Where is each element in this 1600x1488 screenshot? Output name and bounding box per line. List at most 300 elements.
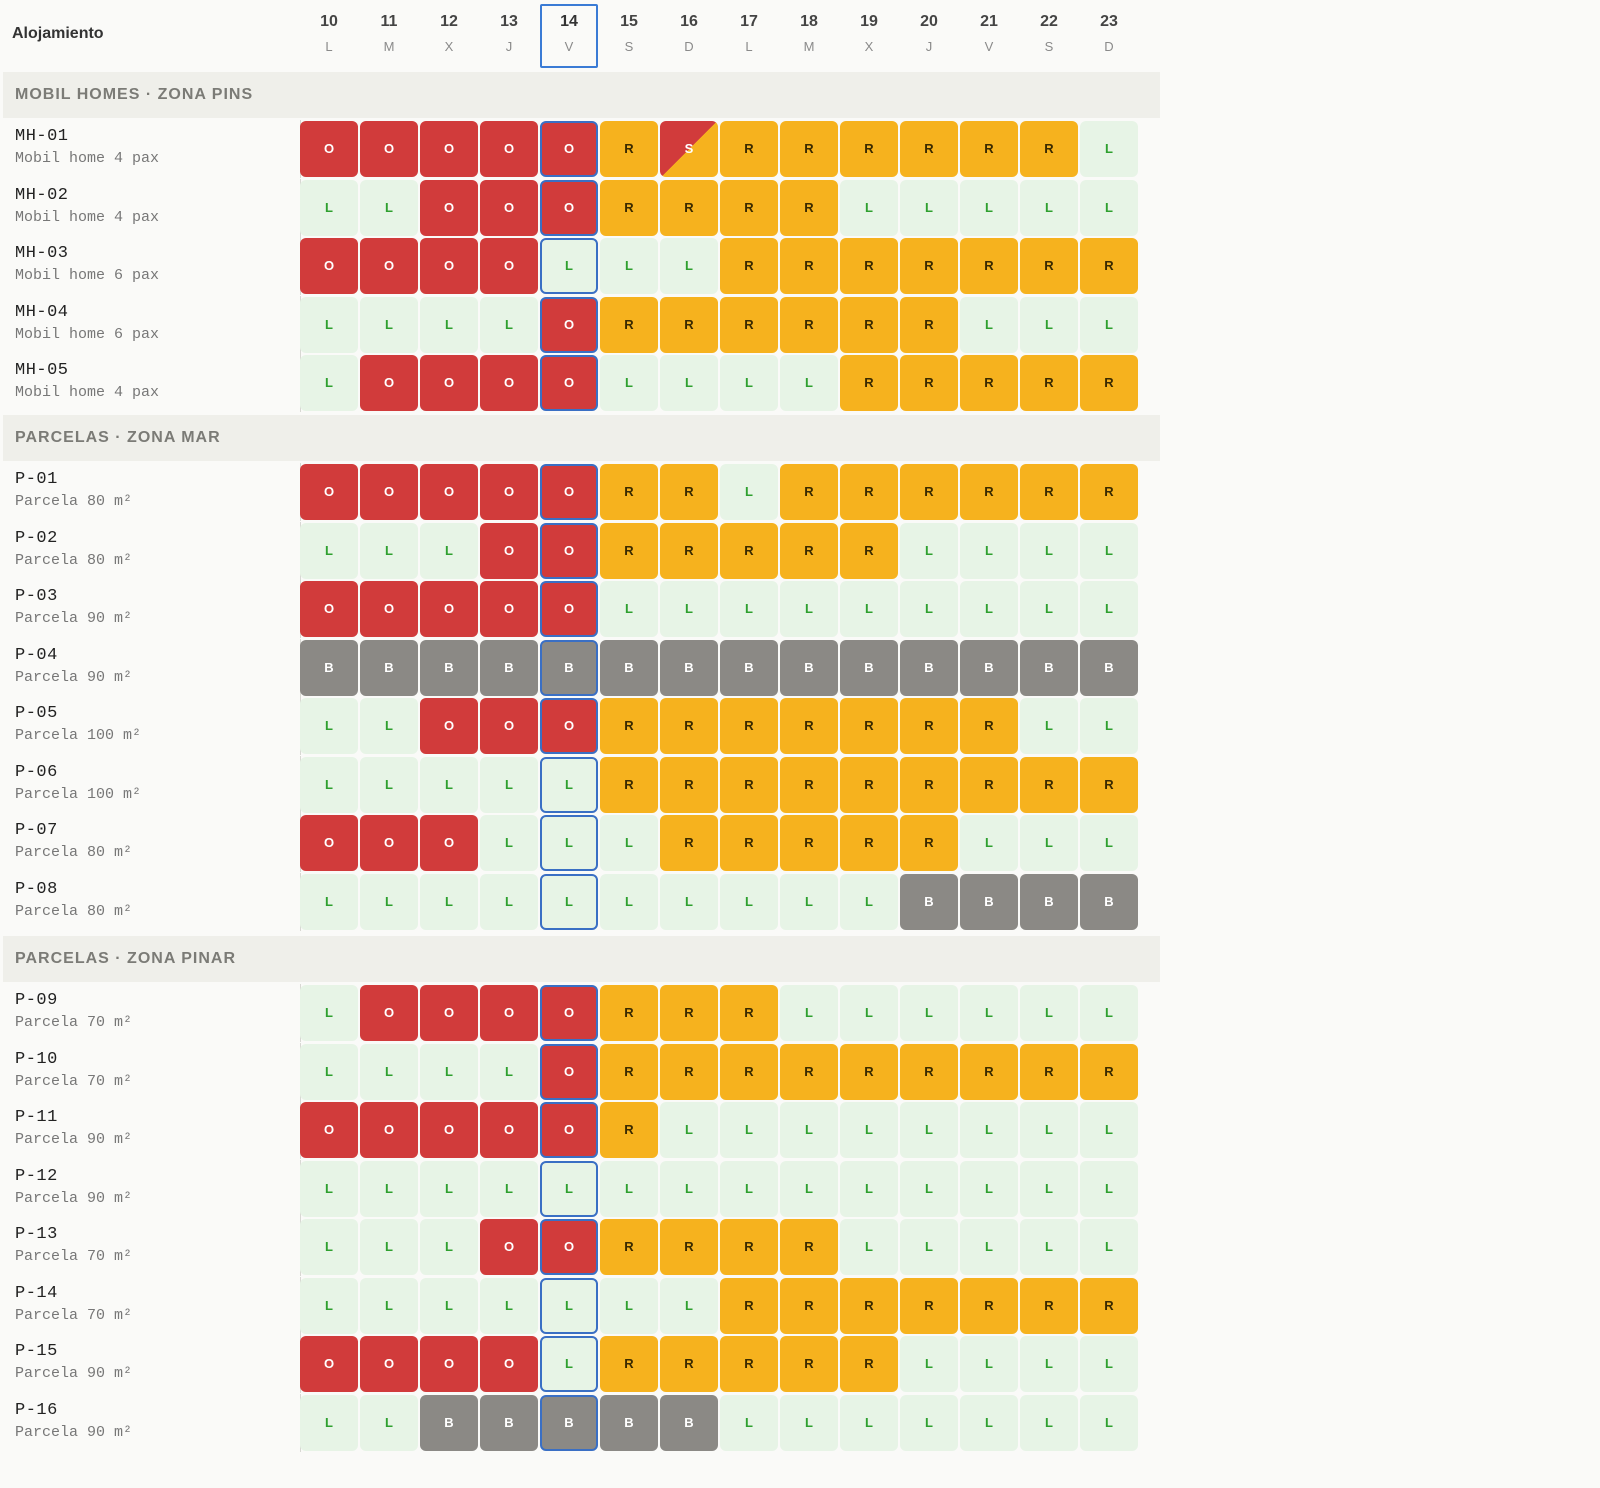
booking-cell-p-16-day-13[interactable]: B [480,1395,538,1451]
booking-cell-mh-02-day-14[interactable]: O [540,180,598,236]
booking-cell-p-11-day-17[interactable]: L [720,1102,778,1158]
booking-cell-p-03-day-22[interactable]: L [1020,581,1078,637]
booking-cell-p-10-day-23[interactable]: R [1080,1044,1138,1100]
day-header-12[interactable] [420,4,478,68]
booking-cell-p-15-day-21[interactable]: L [960,1336,1018,1392]
booking-cell-p-09-day-18[interactable]: L [780,985,838,1041]
day-header-10[interactable] [300,4,358,68]
booking-cell-mh-05-day-14[interactable]: O [540,355,598,411]
booking-cell-p-06-day-21[interactable]: R [960,757,1018,813]
booking-cell-p-09-day-17[interactable]: R [720,985,778,1041]
booking-cell-p-16-day-23[interactable]: L [1080,1395,1138,1451]
booking-cell-p-03-day-10[interactable]: O [300,581,358,637]
booking-cell-mh-02-day-15[interactable]: R [600,180,658,236]
booking-cell-mh-02-day-13[interactable]: O [480,180,538,236]
booking-cell-mh-05-day-19[interactable]: R [840,355,898,411]
booking-cell-p-10-day-12[interactable]: L [420,1044,478,1100]
booking-cell-mh-02-day-19[interactable]: L [840,180,898,236]
booking-cell-p-16-day-14[interactable]: B [540,1395,598,1451]
unit-code[interactable]: P-15 [15,1342,58,1361]
booking-cell-p-16-day-16[interactable]: B [660,1395,718,1451]
booking-cell-p-07-day-19[interactable]: R [840,815,898,871]
booking-cell-mh-04-day-14[interactable]: O [540,297,598,353]
booking-cell-p-02-day-19[interactable]: R [840,523,898,579]
booking-cell-mh-01-day-18[interactable]: R [780,121,838,177]
booking-cell-p-10-day-11[interactable]: L [360,1044,418,1100]
booking-cell-p-05-day-17[interactable]: R [720,698,778,754]
booking-cell-p-13-day-22[interactable]: L [1020,1219,1078,1275]
booking-cell-p-09-day-15[interactable]: R [600,985,658,1041]
booking-cell-p-08-day-21[interactable]: B [960,874,1018,930]
booking-cell-mh-02-day-20[interactable]: L [900,180,958,236]
unit-code[interactable]: P-06 [15,762,58,782]
booking-cell-p-04-day-21[interactable]: B [960,640,1018,696]
booking-cell-p-06-day-17[interactable]: R [720,757,778,813]
booking-cell-mh-02-day-17[interactable]: R [720,180,778,236]
booking-cell-p-06-day-11[interactable]: L [360,757,418,813]
booking-cell-mh-04-day-13[interactable]: L [480,297,538,353]
booking-cell-p-12-day-21[interactable]: L [960,1161,1018,1217]
booking-cell-p-15-day-20[interactable]: L [900,1336,958,1392]
booking-cell-mh-01-day-14[interactable]: O [540,121,598,177]
booking-cell-p-03-day-21[interactable]: L [960,581,1018,637]
booking-cell-mh-01-day-23[interactable]: L [1080,121,1138,177]
booking-cell-p-16-day-10[interactable]: L [300,1395,358,1451]
booking-cell-mh-05-day-13[interactable]: O [480,355,538,411]
booking-cell-p-01-day-20[interactable]: R [900,464,958,520]
unit-code[interactable]: MH-04 [15,302,69,322]
booking-cell-mh-03-day-20[interactable]: R [900,238,958,294]
unit-code[interactable]: P-08 [15,879,58,899]
booking-cell-p-04-day-10[interactable]: B [300,640,358,696]
booking-cell-p-05-day-11[interactable]: L [360,698,418,754]
booking-cell-p-04-day-17[interactable]: B [720,640,778,696]
booking-cell-p-11-day-19[interactable]: L [840,1102,898,1158]
booking-cell-p-02-day-11[interactable]: L [360,523,418,579]
booking-cell-p-01-day-21[interactable]: R [960,464,1018,520]
booking-cell-p-09-day-19[interactable]: L [840,985,898,1041]
booking-cell-p-08-day-18[interactable]: L [780,874,838,930]
booking-cell-p-02-day-10[interactable]: L [300,523,358,579]
booking-cell-p-13-day-10[interactable]: L [300,1219,358,1275]
booking-cell-p-03-day-13[interactable]: O [480,581,538,637]
booking-cell-p-06-day-15[interactable]: R [600,757,658,813]
booking-cell-p-15-day-15[interactable]: R [600,1336,658,1392]
booking-cell-mh-05-day-23[interactable]: R [1080,355,1138,411]
booking-cell-p-09-day-20[interactable]: L [900,985,958,1041]
booking-cell-p-13-day-17[interactable]: R [720,1219,778,1275]
booking-cell-p-10-day-13[interactable]: L [480,1044,538,1100]
booking-cell-p-07-day-18[interactable]: R [780,815,838,871]
booking-cell-p-04-day-18[interactable]: B [780,640,838,696]
booking-cell-p-11-day-14[interactable]: O [540,1102,598,1158]
booking-cell-p-04-day-23[interactable]: B [1080,640,1138,696]
booking-cell-p-07-day-17[interactable]: R [720,815,778,871]
booking-cell-p-07-day-14[interactable]: L [540,815,598,871]
booking-cell-p-11-day-12[interactable]: O [420,1102,478,1158]
booking-cell-mh-05-day-18[interactable]: L [780,355,838,411]
booking-cell-mh-04-day-19[interactable]: R [840,297,898,353]
booking-cell-p-03-day-23[interactable]: L [1080,581,1138,637]
day-header-13[interactable] [480,4,538,68]
booking-cell-p-12-day-23[interactable]: L [1080,1161,1138,1217]
booking-cell-p-07-day-10[interactable]: O [300,815,358,871]
booking-cell-p-10-day-22[interactable]: R [1020,1044,1078,1100]
booking-cell-p-08-day-13[interactable]: L [480,874,538,930]
booking-cell-mh-01-day-19[interactable]: R [840,121,898,177]
booking-cell-p-07-day-22[interactable]: L [1020,815,1078,871]
booking-cell-p-16-day-20[interactable]: L [900,1395,958,1451]
booking-cell-mh-04-day-18[interactable]: R [780,297,838,353]
booking-cell-p-02-day-15[interactable]: R [600,523,658,579]
booking-cell-p-04-day-14[interactable]: B [540,640,598,696]
booking-cell-mh-03-day-18[interactable]: R [780,238,838,294]
booking-cell-mh-01-day-20[interactable]: R [900,121,958,177]
booking-cell-p-11-day-16[interactable]: L [660,1102,718,1158]
booking-cell-p-14-day-15[interactable]: L [600,1278,658,1334]
booking-cell-p-12-day-14[interactable]: L [540,1161,598,1217]
booking-cell-p-15-day-16[interactable]: R [660,1336,718,1392]
booking-cell-mh-03-day-16[interactable]: L [660,238,718,294]
booking-cell-mh-05-day-21[interactable]: R [960,355,1018,411]
unit-code[interactable]: P-13 [15,1225,58,1244]
booking-cell-p-06-day-16[interactable]: R [660,757,718,813]
day-header-19[interactable] [840,4,898,68]
booking-cell-mh-05-day-12[interactable]: O [420,355,478,411]
day-header-11[interactable] [360,4,418,68]
booking-cell-p-10-day-14[interactable]: O [540,1044,598,1100]
booking-cell-p-16-day-19[interactable]: L [840,1395,898,1451]
booking-cell-mh-05-day-20[interactable]: R [900,355,958,411]
booking-cell-p-13-day-21[interactable]: L [960,1219,1018,1275]
booking-cell-p-08-day-16[interactable]: L [660,874,718,930]
booking-cell-p-10-day-16[interactable]: R [660,1044,718,1100]
booking-cell-mh-02-day-22[interactable]: L [1020,180,1078,236]
day-header-18[interactable] [780,4,838,68]
booking-cell-p-08-day-15[interactable]: L [600,874,658,930]
booking-cell-p-14-day-22[interactable]: R [1020,1278,1078,1334]
booking-cell-p-15-day-17[interactable]: R [720,1336,778,1392]
booking-cell-p-09-day-13[interactable]: O [480,985,538,1041]
booking-cell-p-03-day-14[interactable]: O [540,581,598,637]
booking-cell-mh-05-day-16[interactable]: L [660,355,718,411]
booking-cell-p-14-day-19[interactable]: R [840,1278,898,1334]
booking-cell-p-14-day-18[interactable]: R [780,1278,838,1334]
unit-code[interactable]: MH-05 [15,361,69,380]
booking-cell-p-14-day-16[interactable]: L [660,1278,718,1334]
unit-code[interactable]: MH-01 [15,127,69,146]
booking-cell-mh-03-day-21[interactable]: R [960,238,1018,294]
day-header-21[interactable] [960,4,1018,68]
booking-cell-p-08-day-14[interactable]: L [540,874,598,930]
booking-cell-p-12-day-16[interactable]: L [660,1161,718,1217]
booking-cell-p-14-day-23[interactable]: R [1080,1278,1138,1334]
unit-code[interactable]: P-11 [15,1108,58,1127]
booking-cell-p-01-day-12[interactable]: O [420,464,478,520]
unit-code[interactable]: P-16 [15,1400,58,1420]
booking-cell-p-09-day-21[interactable]: L [960,985,1018,1041]
booking-cell-mh-04-day-12[interactable]: L [420,297,478,353]
booking-cell-p-06-day-18[interactable]: R [780,757,838,813]
booking-cell-p-10-day-21[interactable]: R [960,1044,1018,1100]
booking-cell-p-04-day-11[interactable]: B [360,640,418,696]
booking-cell-p-03-day-16[interactable]: L [660,581,718,637]
booking-cell-p-01-day-10[interactable]: O [300,464,358,520]
booking-cell-p-06-day-13[interactable]: L [480,757,538,813]
booking-cell-p-12-day-11[interactable]: L [360,1161,418,1217]
booking-cell-p-15-day-12[interactable]: O [420,1336,478,1392]
booking-cell-mh-02-day-11[interactable]: L [360,180,418,236]
booking-cell-mh-03-day-19[interactable]: R [840,238,898,294]
booking-cell-p-12-day-19[interactable]: L [840,1161,898,1217]
booking-cell-p-13-day-12[interactable]: L [420,1219,478,1275]
booking-cell-p-08-day-22[interactable]: B [1020,874,1078,930]
unit-code[interactable]: MH-02 [15,185,69,205]
booking-cell-mh-04-day-21[interactable]: L [960,297,1018,353]
booking-cell-p-05-day-14[interactable]: O [540,698,598,754]
unit-code[interactable]: P-10 [15,1049,58,1069]
booking-cell-p-16-day-12[interactable]: B [420,1395,478,1451]
booking-cell-p-10-day-18[interactable]: R [780,1044,838,1100]
booking-cell-mh-01-day-13[interactable]: O [480,121,538,177]
unit-code[interactable]: P-12 [15,1166,58,1186]
booking-cell-p-02-day-18[interactable]: R [780,523,838,579]
booking-cell-p-05-day-13[interactable]: O [480,698,538,754]
booking-cell-p-10-day-15[interactable]: R [600,1044,658,1100]
booking-cell-p-07-day-11[interactable]: O [360,815,418,871]
booking-cell-p-08-day-23[interactable]: B [1080,874,1138,930]
booking-cell-p-06-day-10[interactable]: L [300,757,358,813]
booking-cell-p-09-day-22[interactable]: L [1020,985,1078,1041]
booking-cell-p-11-day-20[interactable]: L [900,1102,958,1158]
booking-cell-p-08-day-10[interactable]: L [300,874,358,930]
booking-cell-p-01-day-17[interactable]: L [720,464,778,520]
booking-cell-p-12-day-22[interactable]: L [1020,1161,1078,1217]
booking-cell-p-15-day-13[interactable]: O [480,1336,538,1392]
booking-cell-p-10-day-10[interactable]: L [300,1044,358,1100]
booking-cell-p-01-day-18[interactable]: R [780,464,838,520]
booking-cell-mh-02-day-21[interactable]: L [960,180,1018,236]
booking-cell-p-05-day-16[interactable]: R [660,698,718,754]
booking-cell-p-13-day-19[interactable]: L [840,1219,898,1275]
booking-cell-p-05-day-23[interactable]: L [1080,698,1138,754]
day-header-20[interactable] [900,4,958,68]
booking-cell-p-15-day-19[interactable]: R [840,1336,898,1392]
booking-cell-p-12-day-20[interactable]: L [900,1161,958,1217]
booking-cell-p-02-day-12[interactable]: L [420,523,478,579]
day-header-17[interactable] [720,4,778,68]
booking-cell-mh-01-day-10[interactable]: O [300,121,358,177]
booking-cell-mh-01-day-11[interactable]: O [360,121,418,177]
booking-cell-p-14-day-14[interactable]: L [540,1278,598,1334]
booking-cell-p-01-day-15[interactable]: R [600,464,658,520]
booking-cell-p-03-day-11[interactable]: O [360,581,418,637]
booking-cell-p-05-day-10[interactable]: L [300,698,358,754]
booking-cell-p-01-day-22[interactable]: R [1020,464,1078,520]
booking-cell-mh-02-day-12[interactable]: O [420,180,478,236]
unit-code[interactable]: P-04 [15,645,58,665]
booking-cell-p-10-day-17[interactable]: R [720,1044,778,1100]
booking-cell-p-16-day-15[interactable]: B [600,1395,658,1451]
booking-cell-p-13-day-18[interactable]: R [780,1219,838,1275]
booking-cell-p-07-day-12[interactable]: O [420,815,478,871]
booking-cell-p-06-day-20[interactable]: R [900,757,958,813]
unit-code[interactable]: P-01 [15,470,58,489]
booking-cell-p-13-day-15[interactable]: R [600,1219,658,1275]
booking-cell-mh-04-day-10[interactable]: L [300,297,358,353]
booking-cell-p-06-day-23[interactable]: R [1080,757,1138,813]
booking-cell-p-13-day-11[interactable]: L [360,1219,418,1275]
booking-cell-mh-02-day-23[interactable]: L [1080,180,1138,236]
booking-cell-mh-04-day-20[interactable]: R [900,297,958,353]
booking-cell-p-09-day-16[interactable]: R [660,985,718,1041]
booking-cell-p-03-day-12[interactable]: O [420,581,478,637]
booking-cell-p-01-day-13[interactable]: O [480,464,538,520]
booking-cell-p-05-day-21[interactable]: R [960,698,1018,754]
booking-cell-p-08-day-17[interactable]: L [720,874,778,930]
booking-cell-p-01-day-16[interactable]: R [660,464,718,520]
booking-cell-p-08-day-11[interactable]: L [360,874,418,930]
booking-cell-p-04-day-19[interactable]: B [840,640,898,696]
unit-code[interactable]: P-09 [15,991,58,1010]
booking-cell-p-04-day-16[interactable]: B [660,640,718,696]
day-header-14[interactable] [540,4,598,68]
booking-cell-mh-03-day-23[interactable]: R [1080,238,1138,294]
booking-cell-p-14-day-20[interactable]: R [900,1278,958,1334]
booking-cell-p-03-day-19[interactable]: L [840,581,898,637]
booking-cell-p-13-day-14[interactable]: O [540,1219,598,1275]
booking-cell-p-03-day-18[interactable]: L [780,581,838,637]
booking-cell-p-15-day-10[interactable]: O [300,1336,358,1392]
booking-cell-mh-01-day-15[interactable]: R [600,121,658,177]
booking-cell-p-06-day-19[interactable]: R [840,757,898,813]
booking-cell-mh-02-day-10[interactable]: L [300,180,358,236]
booking-cell-p-14-day-13[interactable]: L [480,1278,538,1334]
booking-cell-p-02-day-16[interactable]: R [660,523,718,579]
booking-cell-mh-03-day-13[interactable]: O [480,238,538,294]
booking-cell-p-16-day-21[interactable]: L [960,1395,1018,1451]
booking-cell-p-03-day-20[interactable]: L [900,581,958,637]
unit-code[interactable]: P-02 [15,528,58,548]
booking-cell-p-09-day-14[interactable]: O [540,985,598,1041]
booking-cell-p-14-day-21[interactable]: R [960,1278,1018,1334]
booking-cell-p-14-day-10[interactable]: L [300,1278,358,1334]
booking-cell-mh-04-day-11[interactable]: L [360,297,418,353]
booking-cell-p-14-day-12[interactable]: L [420,1278,478,1334]
booking-cell-p-02-day-21[interactable]: L [960,523,1018,579]
booking-cell-p-11-day-11[interactable]: O [360,1102,418,1158]
booking-cell-p-04-day-20[interactable]: B [900,640,958,696]
booking-cell-p-05-day-20[interactable]: R [900,698,958,754]
booking-cell-p-09-day-10[interactable]: L [300,985,358,1041]
booking-cell-p-01-day-19[interactable]: R [840,464,898,520]
booking-cell-mh-03-day-10[interactable]: O [300,238,358,294]
unit-code[interactable]: P-05 [15,704,58,723]
booking-cell-mh-04-day-17[interactable]: R [720,297,778,353]
booking-cell-p-03-day-15[interactable]: L [600,581,658,637]
booking-cell-mh-04-day-15[interactable]: R [600,297,658,353]
booking-cell-p-12-day-13[interactable]: L [480,1161,538,1217]
booking-cell-p-12-day-12[interactable]: L [420,1161,478,1217]
booking-cell-mh-01-day-12[interactable]: O [420,121,478,177]
booking-cell-p-02-day-17[interactable]: R [720,523,778,579]
booking-cell-p-15-day-14[interactable]: L [540,1336,598,1392]
booking-cell-p-02-day-13[interactable]: O [480,523,538,579]
booking-cell-mh-05-day-10[interactable]: L [300,355,358,411]
booking-cell-mh-04-day-22[interactable]: L [1020,297,1078,353]
booking-cell-p-05-day-18[interactable]: R [780,698,838,754]
day-header-22[interactable] [1020,4,1078,68]
booking-cell-p-11-day-23[interactable]: L [1080,1102,1138,1158]
unit-code[interactable]: P-07 [15,821,58,840]
day-header-23[interactable] [1080,4,1138,68]
booking-cell-p-07-day-16[interactable]: R [660,815,718,871]
booking-cell-p-05-day-15[interactable]: R [600,698,658,754]
booking-cell-p-11-day-18[interactable]: L [780,1102,838,1158]
booking-cell-mh-03-day-17[interactable]: R [720,238,778,294]
booking-cell-mh-03-day-14[interactable]: L [540,238,598,294]
booking-cell-p-12-day-10[interactable]: L [300,1161,358,1217]
booking-cell-p-02-day-20[interactable]: L [900,523,958,579]
booking-cell-mh-02-day-18[interactable]: R [780,180,838,236]
unit-code[interactable]: P-14 [15,1283,58,1303]
booking-cell-mh-05-day-22[interactable]: R [1020,355,1078,411]
booking-cell-p-01-day-14[interactable]: O [540,464,598,520]
booking-cell-p-02-day-14[interactable]: O [540,523,598,579]
booking-cell-p-11-day-10[interactable]: O [300,1102,358,1158]
day-header-16[interactable] [660,4,718,68]
booking-cell-mh-01-day-16[interactable]: S [660,121,718,177]
booking-cell-p-16-day-18[interactable]: L [780,1395,838,1451]
booking-cell-mh-03-day-12[interactable]: O [420,238,478,294]
booking-cell-p-11-day-22[interactable]: L [1020,1102,1078,1158]
booking-cell-p-05-day-12[interactable]: O [420,698,478,754]
booking-cell-mh-01-day-21[interactable]: R [960,121,1018,177]
booking-cell-p-11-day-21[interactable]: L [960,1102,1018,1158]
booking-cell-p-12-day-15[interactable]: L [600,1161,658,1217]
booking-cell-mh-03-day-15[interactable]: L [600,238,658,294]
booking-cell-mh-05-day-11[interactable]: O [360,355,418,411]
booking-cell-p-04-day-22[interactable]: B [1020,640,1078,696]
booking-cell-p-02-day-23[interactable]: L [1080,523,1138,579]
booking-cell-p-06-day-14[interactable]: L [540,757,598,813]
booking-cell-p-12-day-17[interactable]: L [720,1161,778,1217]
booking-cell-mh-01-day-22[interactable]: R [1020,121,1078,177]
booking-cell-p-11-day-13[interactable]: O [480,1102,538,1158]
booking-cell-p-07-day-15[interactable]: L [600,815,658,871]
booking-cell-p-06-day-22[interactable]: R [1020,757,1078,813]
booking-cell-p-06-day-12[interactable]: L [420,757,478,813]
booking-cell-mh-04-day-16[interactable]: R [660,297,718,353]
booking-cell-p-15-day-23[interactable]: L [1080,1336,1138,1392]
booking-cell-p-09-day-12[interactable]: O [420,985,478,1041]
booking-cell-p-09-day-23[interactable]: L [1080,985,1138,1041]
booking-cell-mh-03-day-22[interactable]: R [1020,238,1078,294]
booking-cell-p-13-day-16[interactable]: R [660,1219,718,1275]
booking-cell-p-07-day-13[interactable]: L [480,815,538,871]
booking-cell-p-14-day-11[interactable]: L [360,1278,418,1334]
booking-cell-p-03-day-17[interactable]: L [720,581,778,637]
booking-cell-p-16-day-17[interactable]: L [720,1395,778,1451]
booking-cell-mh-05-day-17[interactable]: L [720,355,778,411]
booking-cell-p-11-day-15[interactable]: R [600,1102,658,1158]
unit-code[interactable]: MH-03 [15,244,69,263]
booking-cell-p-04-day-12[interactable]: B [420,640,478,696]
booking-cell-p-02-day-22[interactable]: L [1020,523,1078,579]
booking-cell-p-08-day-12[interactable]: L [420,874,478,930]
unit-code[interactable]: P-03 [15,587,58,606]
booking-cell-mh-05-day-15[interactable]: L [600,355,658,411]
